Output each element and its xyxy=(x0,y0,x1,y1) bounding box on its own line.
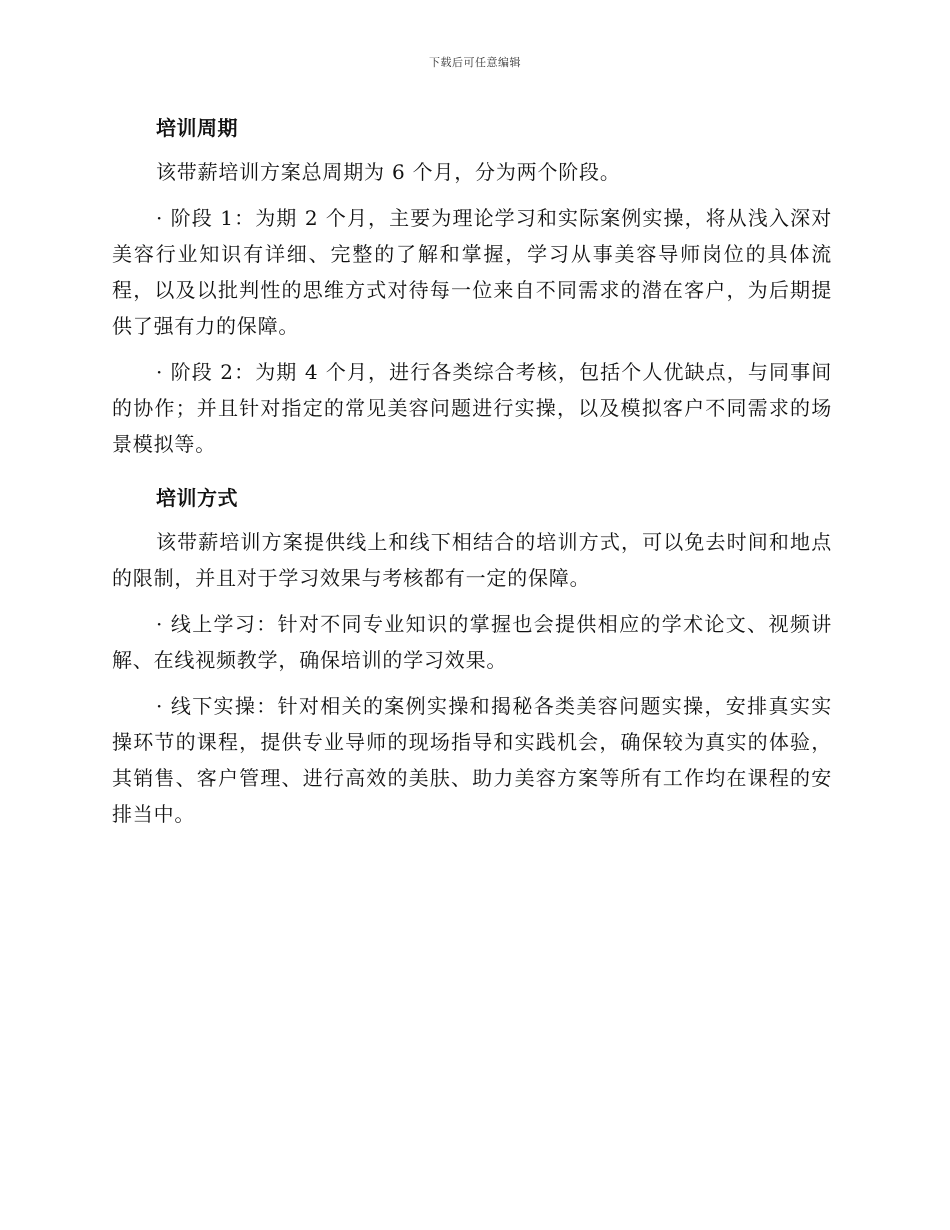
section-heading: 培训周期 xyxy=(156,116,238,140)
paragraph: 该带薪培训方案提供线上和线下相结合的培训方式，可以免去时间和地点的限制，并且对于学习效果与考核都有一定的保障。 xyxy=(112,530,832,590)
list-item-stage-2: · 阶段 2：为期 4 个月，进行各类综合考核，包括个人优缺点，与同事间的协作；并且针对指定的常见美容问题进行实操，以及模拟客户不同需求的场景模拟等。 xyxy=(112,360,832,456)
section-training-period xyxy=(112,110,832,462)
list-item-offline-practice: · 线下实操：针对相关的案例实操和揭秘各类美容问题实操，安排真实实操环节的课程，提供专业导师的现场指导和实践机会，确保较为真实的体验，其销售、客户管理、进行高效的美肤、助力美容方案等所有工作均在课程的安排当中。 xyxy=(112,694,832,826)
list-item-online-learning: · 线上学习：针对不同专业知识的掌握也会提供相应的学术论文、视频讲解、在线视频教学，确保培训的学习效果。 xyxy=(112,612,832,672)
page-header-note: 下载后可任意编辑 xyxy=(429,56,521,69)
document-body xyxy=(112,110,832,842)
paragraph: 该带薪培训方案总周期为 6 个月，分为两个阶段。 xyxy=(156,160,621,184)
section-training-method xyxy=(112,480,832,832)
section-heading: 培训方式 xyxy=(156,486,238,510)
list-item-stage-1: · 阶段 1：为期 2 个月，主要为理论学习和实际案例实操，将从浅入深对美容行业知识有详细、完整的了解和掌握，学习从事美容导师岗位的具体流程，以及以批判性的思维方式对待每一位来自不同需求的潜在客户，为后期提供了强有力的保障。 xyxy=(112,206,832,338)
